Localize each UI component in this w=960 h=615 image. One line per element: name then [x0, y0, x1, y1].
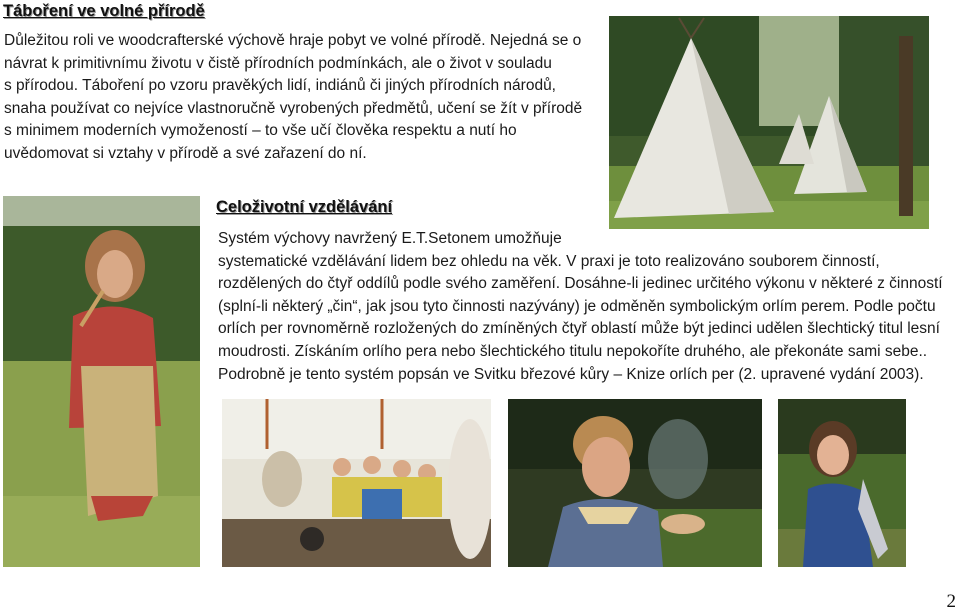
camping-line: uvědomovat si vztahy v přírodě a své zařazení do ní. — [4, 144, 367, 162]
young-man-fire-photo — [508, 399, 762, 567]
page-number: 2 — [946, 591, 956, 612]
children-in-tipi-photo — [222, 399, 491, 567]
learning-line: Systém výchovy navržený E.T.Setonem umožňuje — [218, 230, 562, 247]
camping-line: snaha používat co nejvíce vlastnoručně vyrobených předmětů, učení se žít v přírodě — [4, 99, 583, 117]
learning-line: moudrosti. Získáním orlího pera nebo šlechtického titulu nepokoříte druhého, ale překonáte sami sebe.. — [218, 342, 928, 360]
smiling-girl-photo — [778, 399, 906, 567]
camping-paragraph — [4, 30, 604, 166]
tipi-camp-photo — [609, 16, 929, 229]
lifelong-learning-paragraph — [218, 228, 956, 386]
learning-line: rozdělených do čtyř oddílů podle svého zaměření. Dosáhne-li jedinec určitého výkonu v některé z činností — [218, 275, 943, 293]
section-title-lifelong-learning: Celoživotní vzdělávání — [216, 198, 393, 216]
camping-line: s přírodou. Táboření po vzoru pravěkých lidí, indiánů či jiných přírodních národů, — [4, 77, 556, 95]
learning-line: (splní-li některý „čin“, jak jsou tyto činnosti nazývány) je odměněn symbolickým orlím perem. Podle počtu — [218, 297, 936, 315]
learning-line: Podrobně je tento systém popsán ve Svitku březové kůry – Knize orlích per (2. upravené vydání 2003). — [218, 365, 924, 383]
camping-line: Důležitou roli ve woodcrafterské výchově hraje pobyt ve volné přírodě. Nejedná se o — [4, 32, 582, 49]
camping-line: s minimem moderních vymožeností – to vše učí člověka respektu a nutí ho — [4, 122, 517, 140]
learning-line: systematické vzdělávání lidem bez ohledu na věk. V praxi je toto realizováno souborem činností, — [218, 252, 880, 270]
section-title-camping: Táboření ve volné přírodě — [3, 2, 205, 20]
camping-line: návrat k primitivnímu životu v čistě přírodních podmínkách, ale o život v souladu — [4, 54, 552, 72]
woman-with-flute-photo — [3, 196, 200, 567]
learning-line: orlích per rovnoměrně rozložených do zmíněných čtyř oblastí může být jedinci udělen šlechtický titul lesní — [218, 320, 940, 338]
